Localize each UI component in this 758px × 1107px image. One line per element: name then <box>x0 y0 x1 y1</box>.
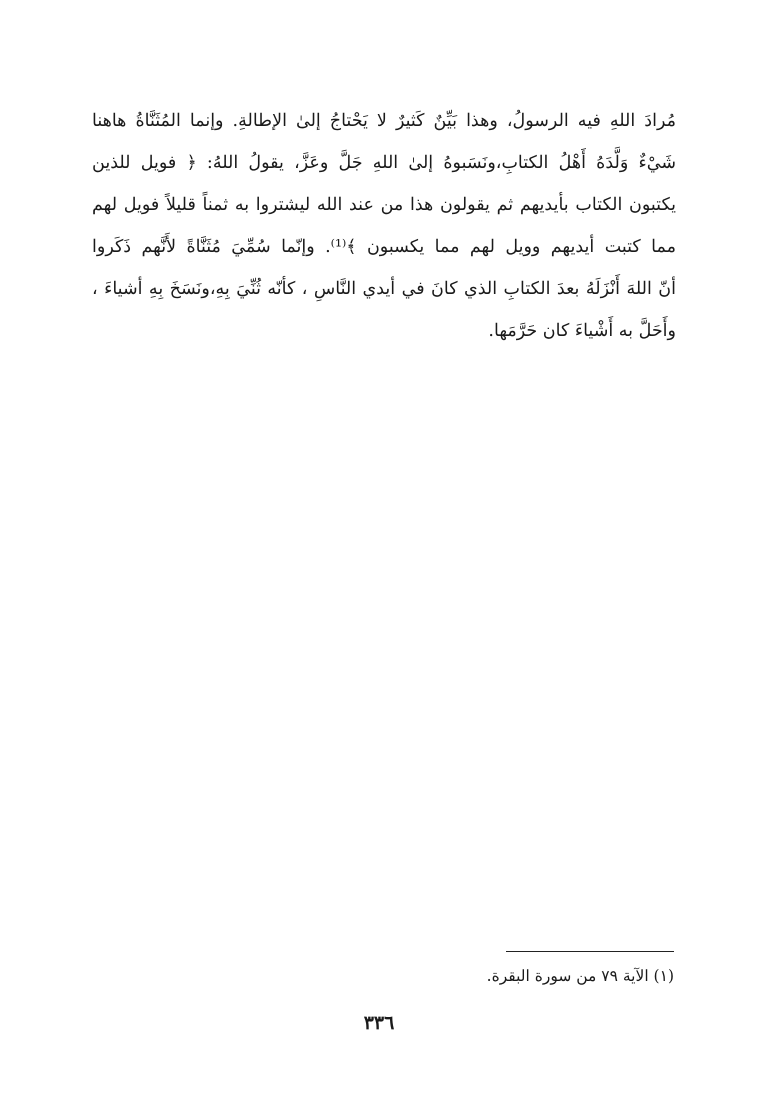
text-line-6: وأَحَلَّ به أَشْياءَ كان حَرَّمَها. <box>488 321 676 341</box>
text-line-4: مما كتبت أيديهم وويل لهم مما يكسبون ﴾⁽¹⁾. وإنّما سُمِّيَ مُثَنَّاةً لأَنَّهم ذَكَروا <box>92 237 676 257</box>
footnote: (١) الآية ٧٩ من سورة البقرة. <box>486 967 674 985</box>
footnote-separator <box>506 951 674 952</box>
text-line-3: يكتبون الكتاب بأيديهم ثم يقولون هذا من عند الله ليشتروا به ثمناً قليلاً فويل لهم <box>92 195 676 215</box>
text-line-1: مُرادَ اللهِ فيه الرسولُ، وهذا بَيِّنٌ كَثيرٌ لا يَحْتاجُ إلىٰ الإطالةِ. وإنما المُثَنَّاةُ هاهنا <box>92 111 676 131</box>
body-text <box>92 100 676 352</box>
page-number: ٣٣٦ <box>363 1012 395 1034</box>
text-line-5: أنّ اللهَ أَنْزَلَهُ بعدَ الكتابِ الذي كانَ في أيدي النَّاسِ ، كأنّه ثُنِّيَ بِهِ،ونَسَخَ بِهِ أشياءَ ، <box>92 279 676 299</box>
text-line-2: شَيْءٌ وَلَّدَهُ أَهْلُ الكتابِ،ونَسَبوهُ إلىٰ اللهِ جَلَّ وعَزَّ، يقولُ اللهُ: ﴿ فويل للذين <box>92 153 676 173</box>
